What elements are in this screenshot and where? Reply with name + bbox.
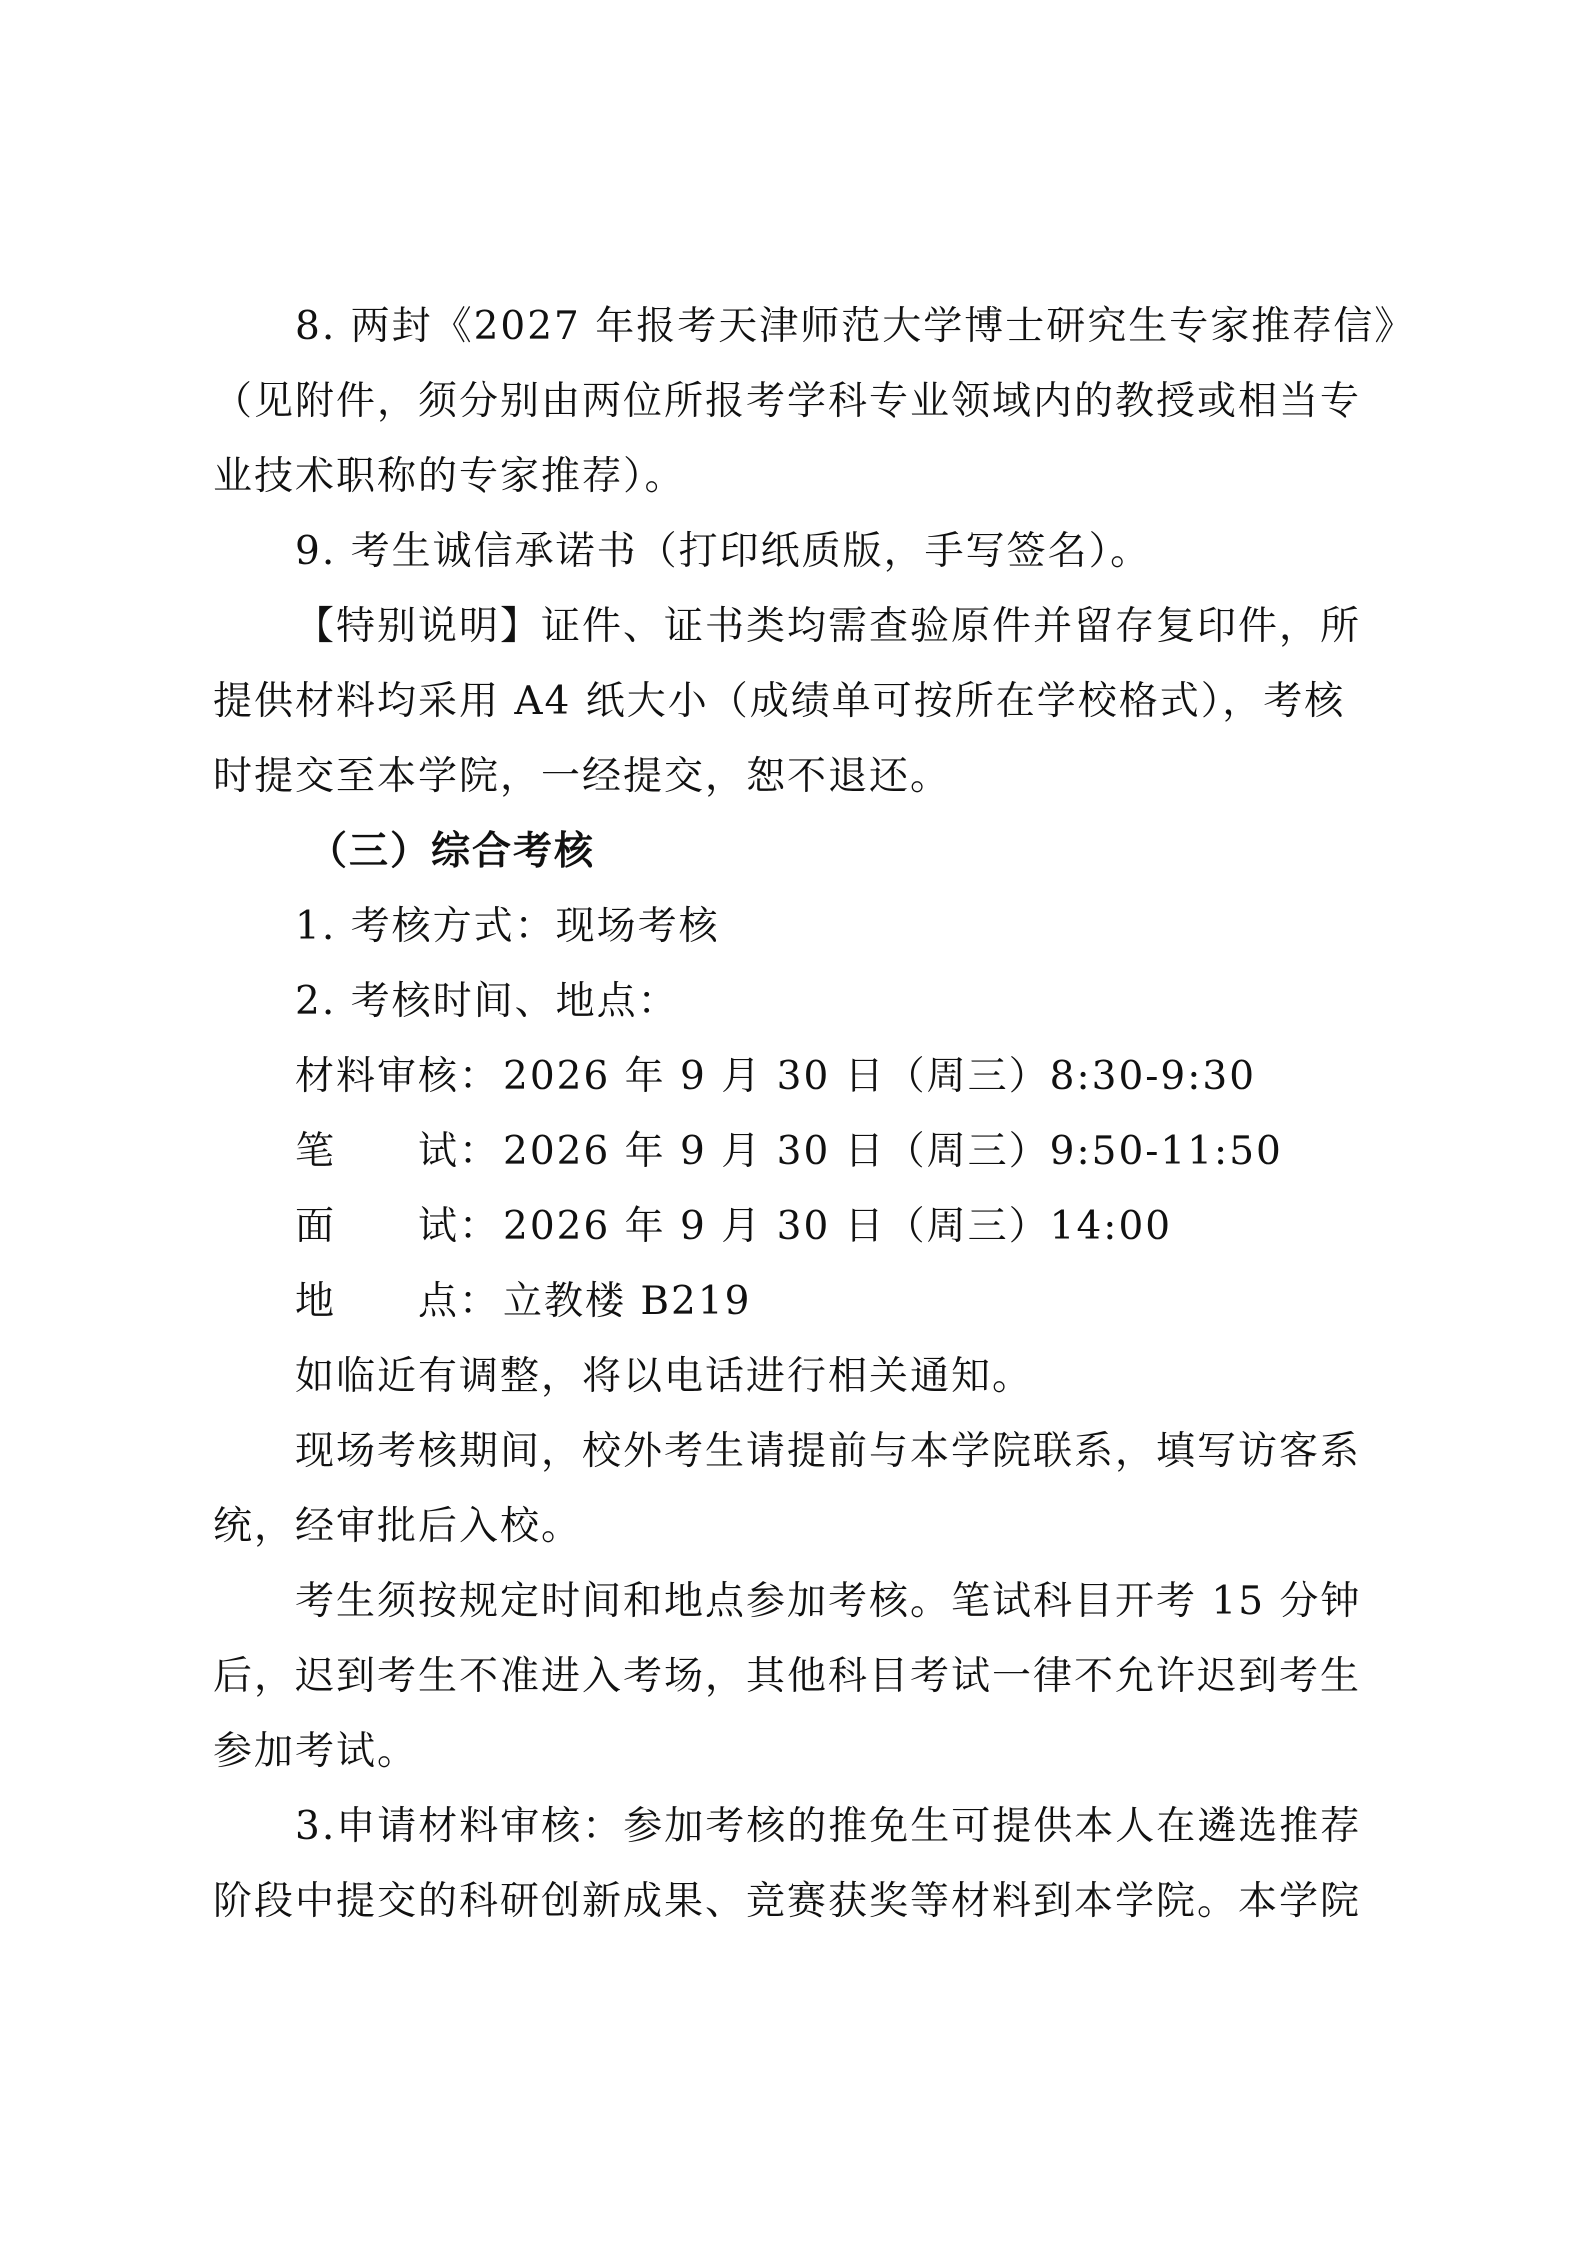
late-note-line-3: 参加考试。 (213, 1729, 419, 1774)
schedule-row-interview (213, 1189, 1393, 1264)
item-8-line-1: 8. 两封《2027 年报考天津师范大学博士研究生专家推荐信》 (295, 304, 1416, 349)
schedule-value: 立教楼 B219 (503, 1279, 752, 1324)
late-note-line-1: 考生须按规定时间和地点参加考核。笔试科目开考 15 分钟 (295, 1579, 1362, 1624)
special-note-line-1: 【特别说明】证件、证书类均需查验原件并留存复印件，所 (295, 604, 1362, 649)
schedule-value: 2026 年 9 月 30 日（周三）14:00 (503, 1204, 1173, 1249)
schedule-label: 笔 试： (295, 1129, 501, 1174)
adjust-note: 如临近有调整，将以电话进行相关通知。 (295, 1354, 1034, 1399)
time-place-title: 2. 考核时间、地点： (295, 979, 679, 1024)
review-line-1: 3.申请材料审核：参加考核的推免生可提供本人在遴选推荐 (295, 1804, 1362, 1849)
document-body (213, 289, 1416, 1939)
schedule-label: 面 试： (295, 1204, 501, 1249)
item-9: 9. 考生诚信承诺书（打印纸质版，手写签名）。 (295, 529, 1152, 574)
item-8-line-2: （见附件，须分别由两位所报考学科专业领域内的教授或相当专 (213, 379, 1362, 424)
exam-method: 1. 考核方式：现场考核 (295, 904, 720, 949)
review-line-2: 阶段中提交的科研创新成果、竞赛获奖等材料到本学院。本学院 (213, 1879, 1362, 1924)
schedule-row-written (213, 1114, 1393, 1189)
schedule-row-review (213, 1039, 1393, 1114)
special-note-line-2: 提供材料均采用 A4 纸大小（成绩单可按所在学校格式），考核 (213, 679, 1346, 724)
visitor-note-line-2: 统，经审批后入校。 (213, 1504, 583, 1549)
schedule-label: 地 点： (295, 1279, 501, 1324)
special-note-line-3: 时提交至本学院，一经提交，恕不退还。 (213, 754, 952, 799)
section-heading: （三）综合考核 (308, 829, 596, 874)
item-8-line-3: 业技术职称的专家推荐）。 (213, 454, 686, 499)
schedule-value: 2026 年 9 月 30 日（周三）8:30-9:30 (503, 1054, 1257, 1099)
schedule-label: 材料审核： (295, 1054, 501, 1099)
late-note-line-2: 后，迟到考生不准进入考场，其他科目考试一律不允许迟到考生 (213, 1654, 1362, 1699)
visitor-note-line-1: 现场考核期间，校外考生请提前与本学院联系，填写访客系 (295, 1429, 1362, 1474)
schedule-value: 2026 年 9 月 30 日（周三）9:50-11:50 (503, 1129, 1283, 1174)
schedule-row-location (213, 1264, 1393, 1339)
